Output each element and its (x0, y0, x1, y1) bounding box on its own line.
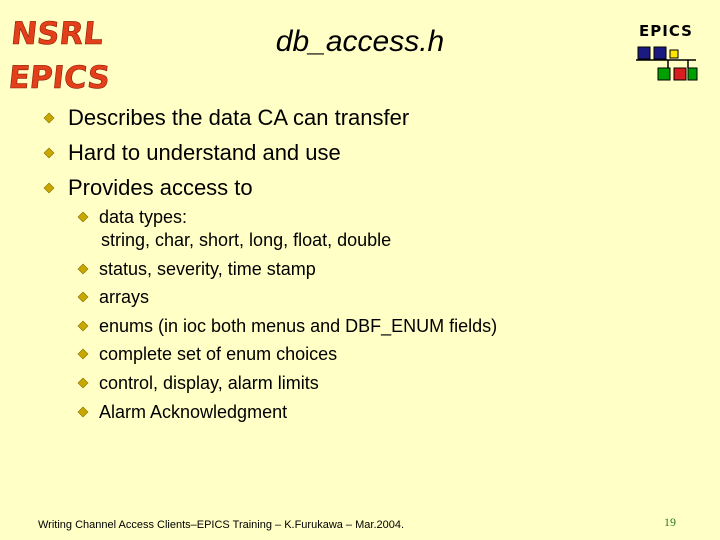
bullet-text: Describes the data CA can transfer (68, 105, 410, 130)
sub-bullet-text: complete set of enum choices (99, 344, 338, 365)
epics-logo (634, 22, 698, 84)
sub-bullet-text: data types: (99, 207, 188, 227)
list-item (78, 401, 497, 423)
slide-title: db_access.h (275, 25, 445, 58)
page-number: 19 (664, 515, 676, 529)
sub-bullet-text: enums (in ioc both menus and DBF_ENUM fields) (99, 315, 498, 336)
diamond-bullet-icon (78, 378, 88, 388)
bullet-text: Provides access to (68, 175, 253, 200)
diamond-bullet-icon (78, 264, 88, 274)
logo-nsrl-text: NSRL (9, 16, 106, 52)
list-item (78, 286, 497, 308)
sub-bullet-text: status, severity, time stamp (99, 258, 316, 279)
slide-footer: Writing Channel Access Clients–EPICS Training – K.Furukawa – Mar.2004. (38, 519, 405, 531)
diamond-bullet-icon (78, 292, 88, 302)
list-item (78, 315, 497, 337)
list-item (78, 372, 497, 394)
sub-bullet-continuation: string, char, short, long, float, double (101, 230, 392, 250)
network-diagram-icon (634, 22, 698, 84)
logo-epics-text: EPICS (6, 60, 112, 96)
diamond-bullet-icon (44, 113, 54, 123)
list-item (78, 343, 497, 365)
list-item (78, 258, 497, 280)
diamond-bullet-icon (78, 407, 88, 417)
diamond-bullet-icon (78, 212, 88, 222)
sub-bullet-text: control, display, alarm limits (99, 372, 319, 393)
diamond-bullet-icon (44, 148, 54, 158)
epics-logo-text: EPICS (639, 22, 693, 40)
list-item (78, 206, 497, 251)
sub-bullet-text: arrays (99, 287, 150, 308)
diamond-bullet-icon (44, 183, 54, 193)
diamond-bullet-icon (78, 321, 88, 331)
sub-bullet-list (78, 206, 497, 429)
diamond-bullet-icon (78, 349, 88, 359)
bullet-text: Hard to understand and use (68, 140, 341, 165)
sub-bullet-text: Alarm Acknowledgment (99, 401, 288, 422)
